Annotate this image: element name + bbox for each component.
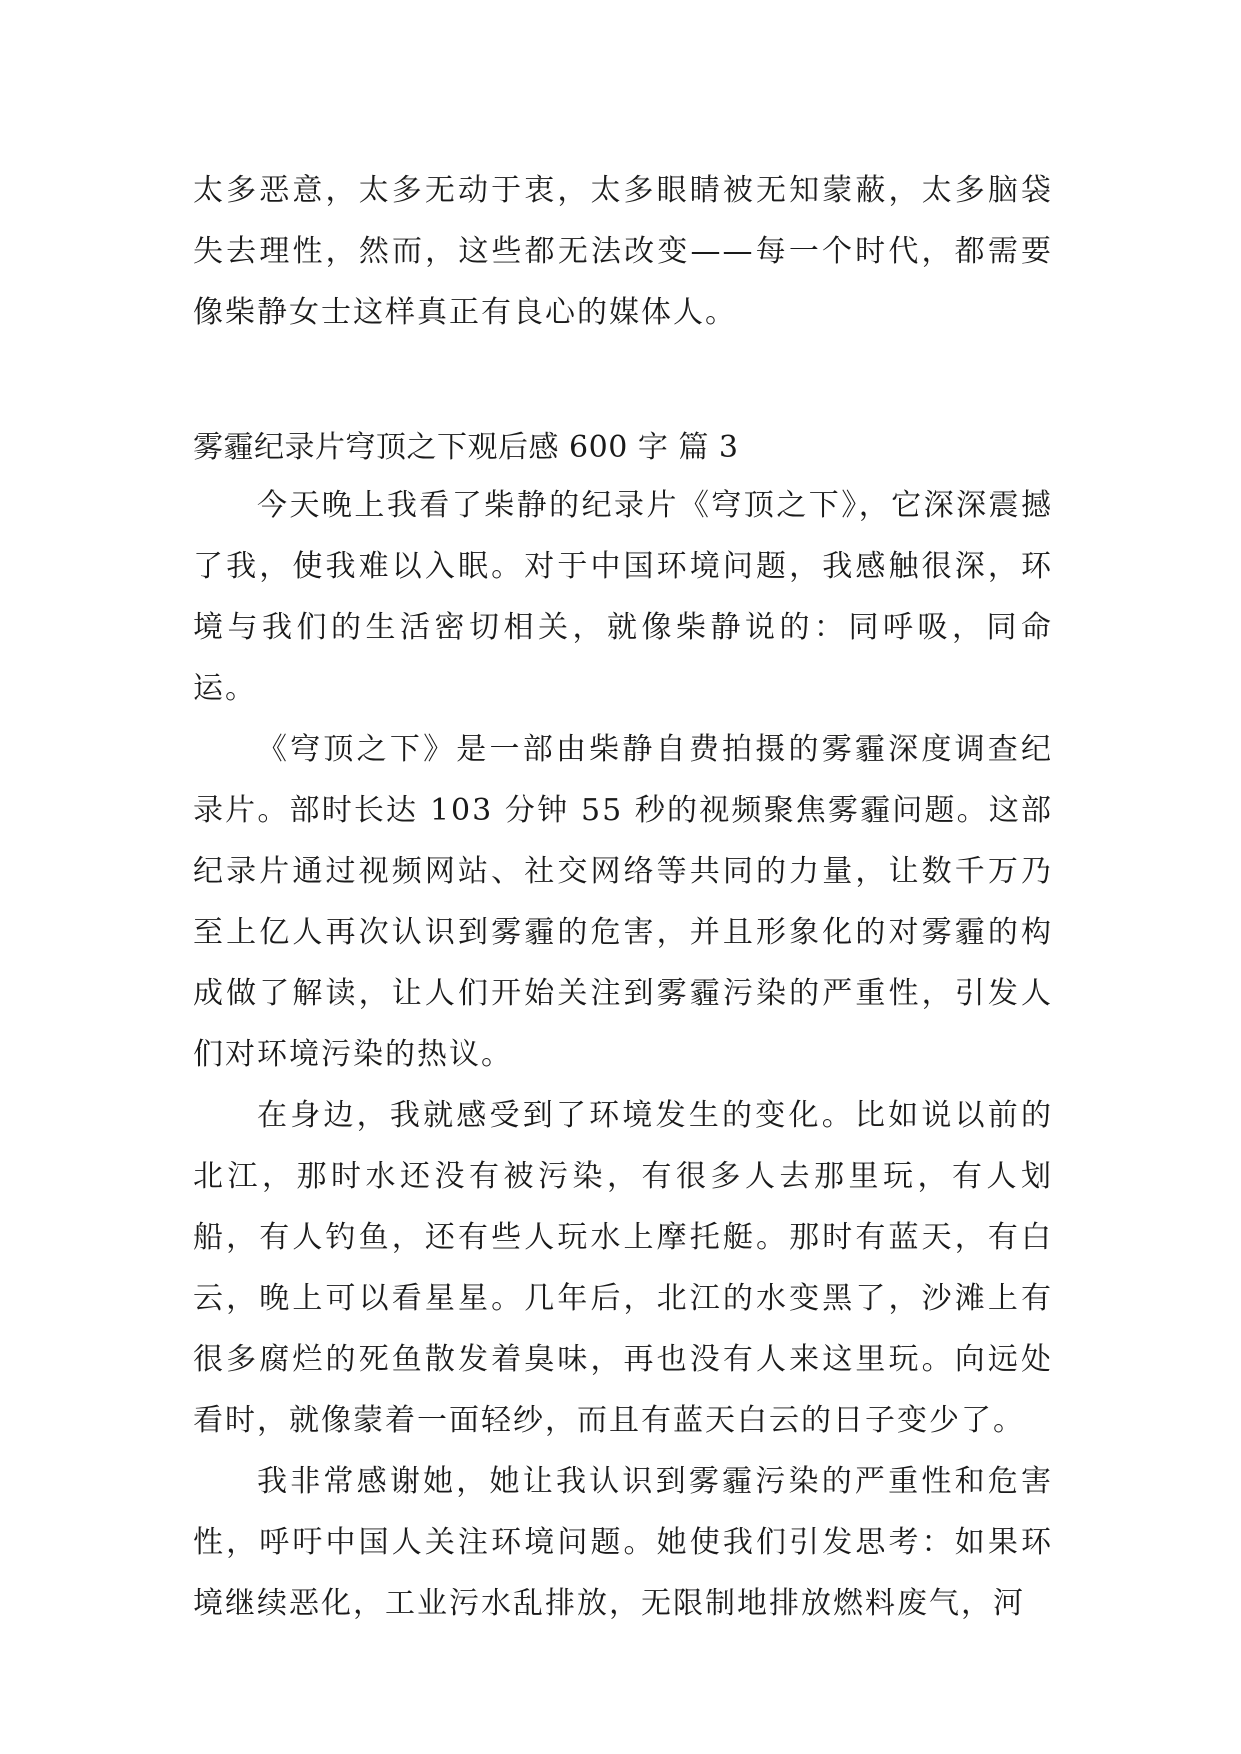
body-paragraph-1: 今天晚上我看了柴静的纪录片《穹顶之下》，它深深震撼了我，使我难以入眠。对于中国环境问题，我感触很深，环境与我们的生活密切相关，就像柴静说的：同呼吸，同命运。: [193, 488, 1053, 706]
intro-paragraph: 太多恶意，太多无动于衷，太多眼睛被无知蒙蔽，太多脑袋失去理性，然而，这些都无法改变——每一个时代，都需要像柴静女士这样真正有良心的媒体人。: [193, 173, 1053, 330]
section-heading: 雾霾纪录片穹顶之下观后感 600 字 篇 3: [193, 430, 739, 465]
body-paragraph-3: 在身边，我就感受到了环境发生的变化。比如说以前的北江，那时水还没有被污染，有很多人去那里玩，有人划船，有人钓鱼，还有些人玩水上摩托艇。那时有蓝天，有白云，晚上可以看星星。几年后，北江的水变黑了，沙滩上有很多腐烂的死鱼散发着臭味，再也没有人来这里玩。向远处看时，就像蒙着一面轻纱，而且有蓝天白云的日子变少了。: [193, 1098, 1053, 1438]
document-body: [193, 160, 1053, 1634]
body-paragraph-2: 《穹顶之下》是一部由柴静自费拍摄的雾霾深度调查纪录片。部时长达 103 分钟 55 秒的视频聚焦雾霾问题。这部纪录片通过视频网站、社交网络等共同的力量，让数千万乃至上亿人再次认识到雾霾的危害，并且形象化的对雾霾的构成做了解读，让人们开始关注到雾霾污染的严重性，引发人们对环境污染的热议。: [193, 732, 1053, 1072]
body-paragraph-4: 我非常感谢她，她让我认识到雾霾污染的严重性和危害性，呼吁中国人关注环境问题。她使我们引发思考：如果环境继续恶化，工业污水乱排放，无限制地排放燃料废气，河: [193, 1464, 1053, 1621]
